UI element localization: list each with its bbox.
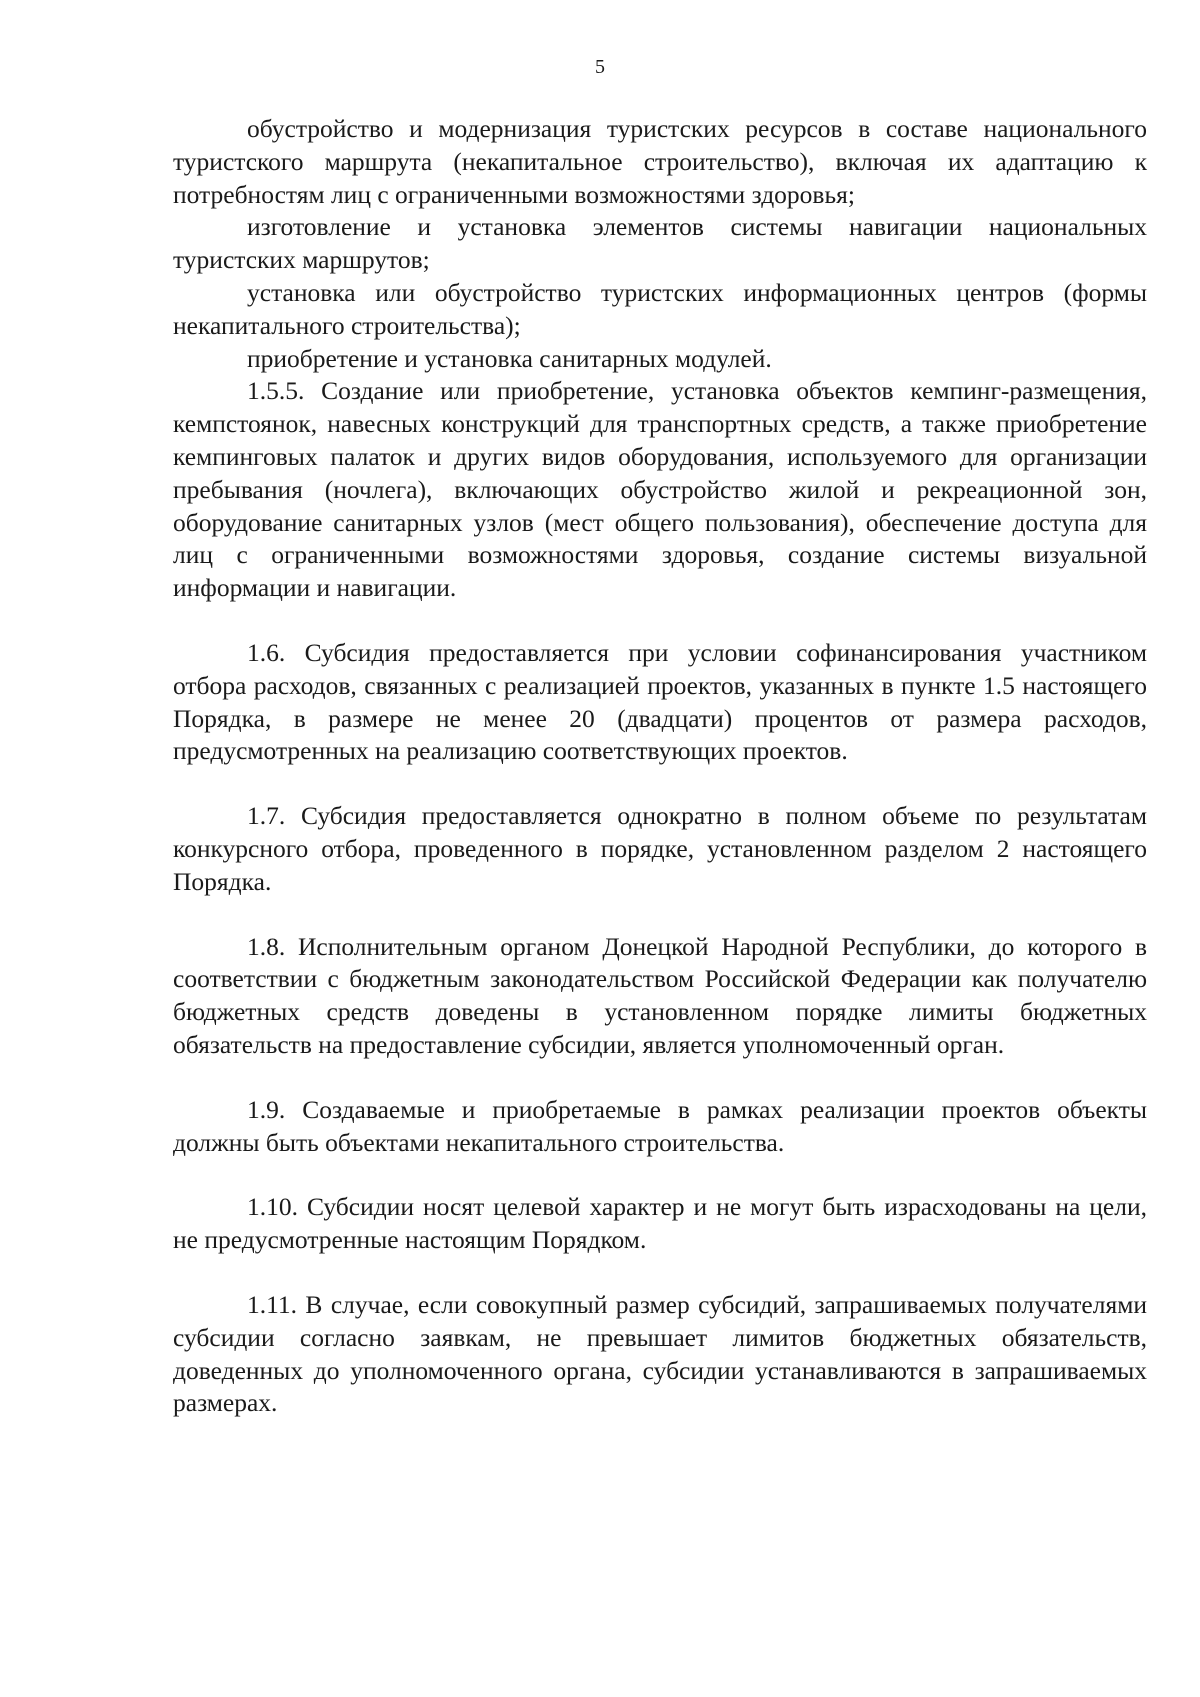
paragraph-1-8: 1.8. Исполнительным органом Донецкой Народной Республики, до которого в соответствии с бюджетным законодательством Российской Федерации как получателю бюджетных средств доведены в установленном порядке лимиты бюджетных обязательств на предоставление субсидии, является уполномоченный орган.: [173, 931, 1147, 1059]
paragraph-1-6: 1.6. Субсидия предоставляется при условии софинансирования участником отбора расходов, связанных с реализацией проектов, указанных в пункте 1.5 настоящего Порядка, в размере не менее 20 (двадцати) процентов от размера расходов, предусмотренных на реализацию соответствующих проектов.: [173, 637, 1147, 766]
paragraph-1-10: 1.10. Субсидии носят целевой характер и не могут быть израсходованы на цели, не предусмотренные настоящим Порядком.: [173, 1192, 1147, 1255]
paragraph-1-9: 1.9. Создаваемые и приобретаемые в рамках реализации проектов объекты должны быть объектами некапитального строительства.: [173, 1094, 1147, 1157]
paragraph-sanitary-modules: приобретение и установка санитарных модулей.: [247, 343, 772, 373]
paragraph-navigation-elements: изготовление и установка элементов системы навигации национальных туристских маршрутов;: [173, 212, 1147, 275]
paragraph-tourist-resources: обустройство и модернизация туристских ресурсов в составе национального туристского маршрута (некапитальное строительство), включая их адаптацию к потребностям лиц с ограниченными возможностями здоровья;: [173, 114, 1147, 209]
paragraph-1-11: 1.11. В случае, если совокупный размер субсидий, запрашиваемых получателями субсидии согласно заявкам, не превышает лимитов бюджетных обязательств, доведенных до уполномоченного органа, субсидии устанавливаются в запрашиваемых размерах.: [173, 1289, 1147, 1418]
paragraph-1-7: 1.7. Субсидия предоставляется однократно в полном объеме по результатам конкурсного отбора, проведенного в порядке, установленном разделом 2 настоящего Порядка.: [173, 801, 1147, 896]
document-body: [173, 113, 1147, 1420]
paragraph-1-5-5: 1.5.5. Создание или приобретение, установка объектов кемпинг-размещения, кемпстоянок, навесных конструкций для транспортных средств, а также приобретение кемпинговых палаток и других видов оборудования, используемого для организации пребывания (ночлега), включающих обустройство жилой и рекреационной зон, оборудование санитарных узлов (мест общего пользования), обеспечение доступа для лиц с ограниченными возможностями здоровья, создание системы визуальной информации и навигации.: [173, 376, 1147, 603]
page-number: 5: [595, 56, 605, 78]
paragraph-info-centers: установка или обустройство туристских информационных центров (формы некапитального строительства);: [173, 277, 1147, 340]
